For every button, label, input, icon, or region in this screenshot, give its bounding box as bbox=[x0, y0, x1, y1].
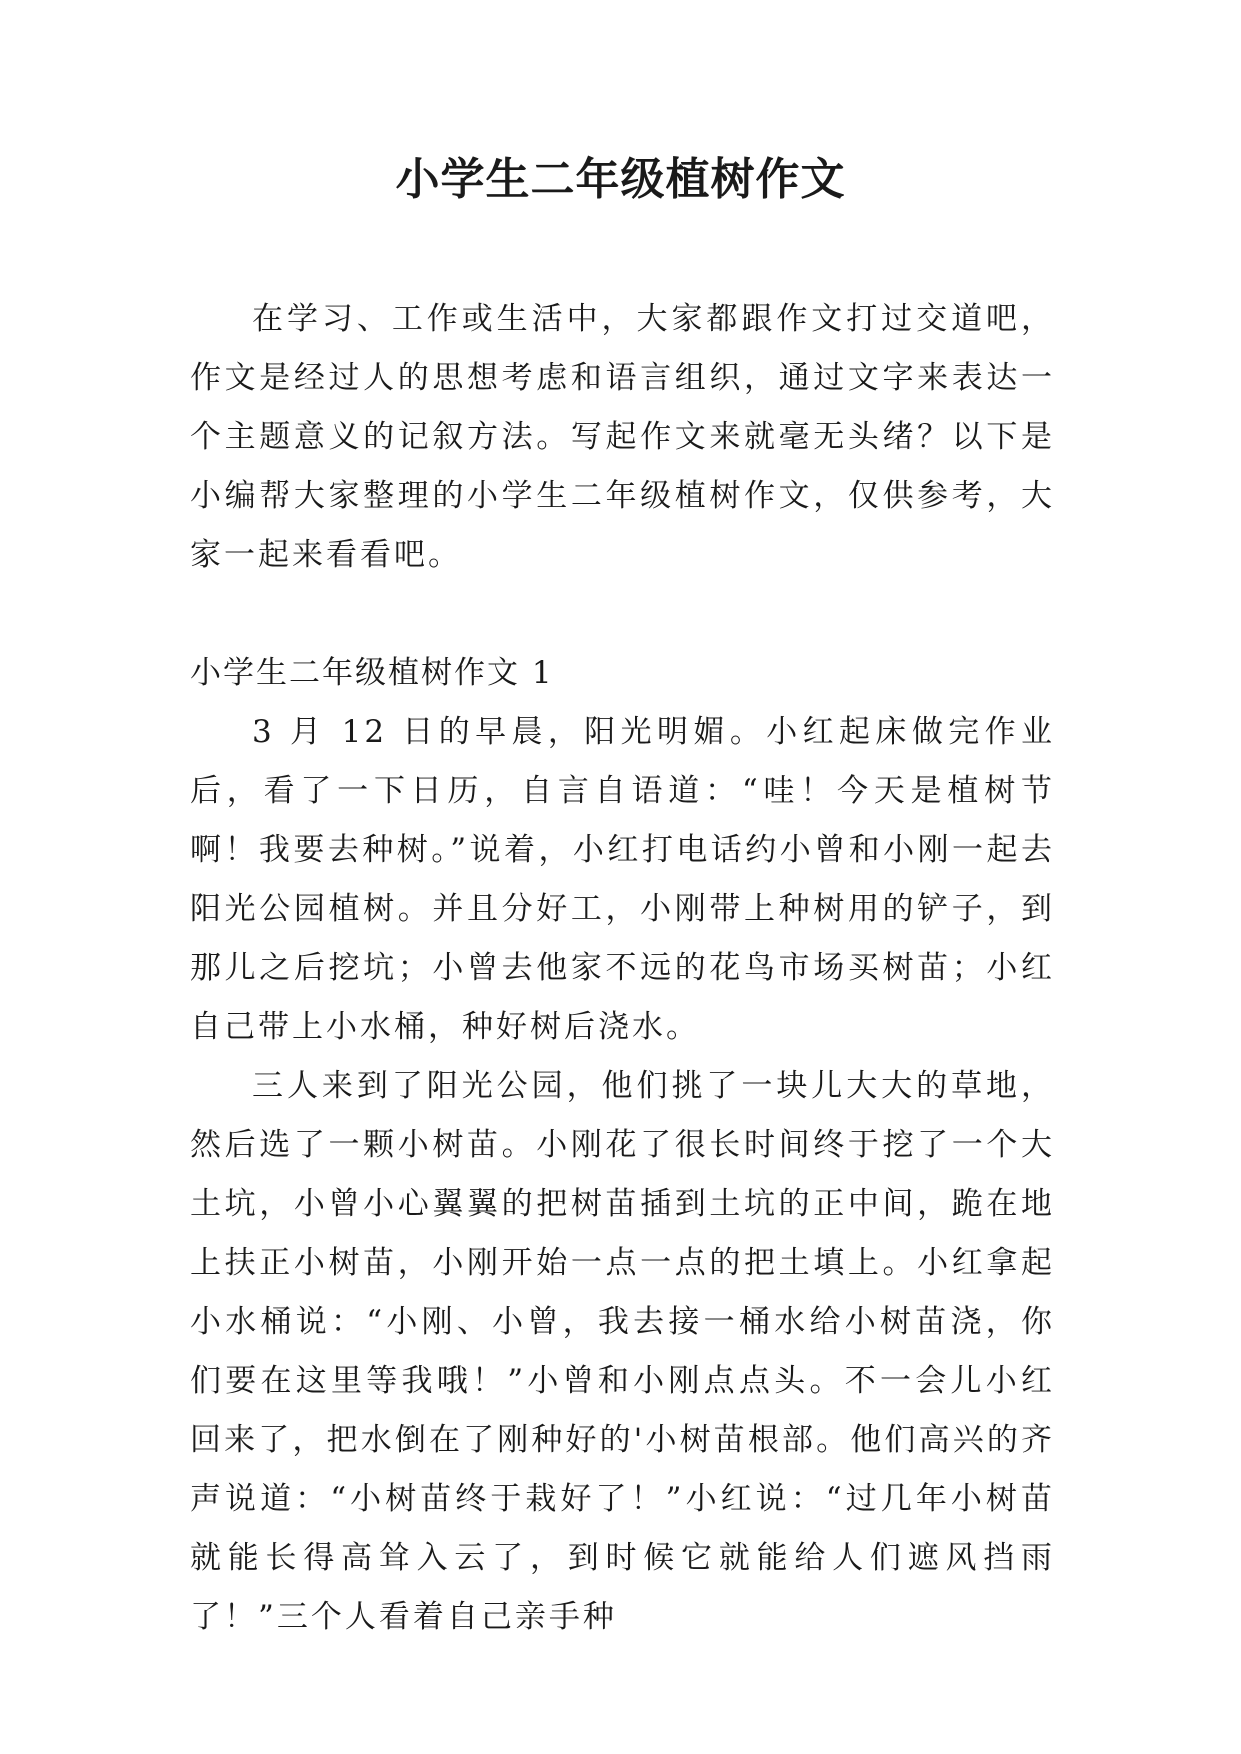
body-paragraph: 三人来到了阳光公园，他们挑了一块儿大大的草地，然后选了一颗小树苗。小刚花了很长时间终于挖了一个大土坑，小曾小心翼翼的把树苗插到土坑的正中间，跪在地上扶正小树苗，小刚开始一点一点的把土填上。小红拿起小水桶说：“小刚、小曾，我去接一桶水给小树苗浇，你们要在这里等我哦！”小曾和小刚点点头。不一会儿小红回来了，把水倒在了刚种好的'小树苗根部。他们高兴的齐声说道：“小树苗终于栽好了！”小红说：“过几年小树苗就能长得高耸入云了，到时候它就能给人们遮风挡雨了！”三个人看着自己亲手种 bbox=[190, 1068, 1055, 1635]
intro-paragraph: 在学习、工作或生活中，大家都跟作文打过交道吧，作文是经过人的思想考虑和语言组织，通过文字来表达一个主题意义的记叙方法。写起作文来就毫无头绪？以下是小编帮大家整理的小学生二年级植树作文，仅供参考，大家一起来看看吧。 bbox=[190, 301, 1055, 573]
document-body bbox=[190, 290, 1055, 1647]
section-heading: 小学生二年级植树作文 1 bbox=[190, 655, 554, 691]
body-paragraph: 3 月 12 日的早晨，阳光明媚。小红起床做完作业后，看了一下日历，自言自语道：“哇！今天是植树节啊！我要去种树。”说着，小红打电话约小曾和小刚一起去阳光公园植树。并且分好工，小刚带上种树用的铲子，到那儿之后挖坑；小曾去他家不远的花鸟市场买树苗；小红自己带上小水桶，种好树后浇水。 bbox=[190, 714, 1055, 1045]
document-title: 小学生二年级植树作文 bbox=[395, 154, 846, 205]
